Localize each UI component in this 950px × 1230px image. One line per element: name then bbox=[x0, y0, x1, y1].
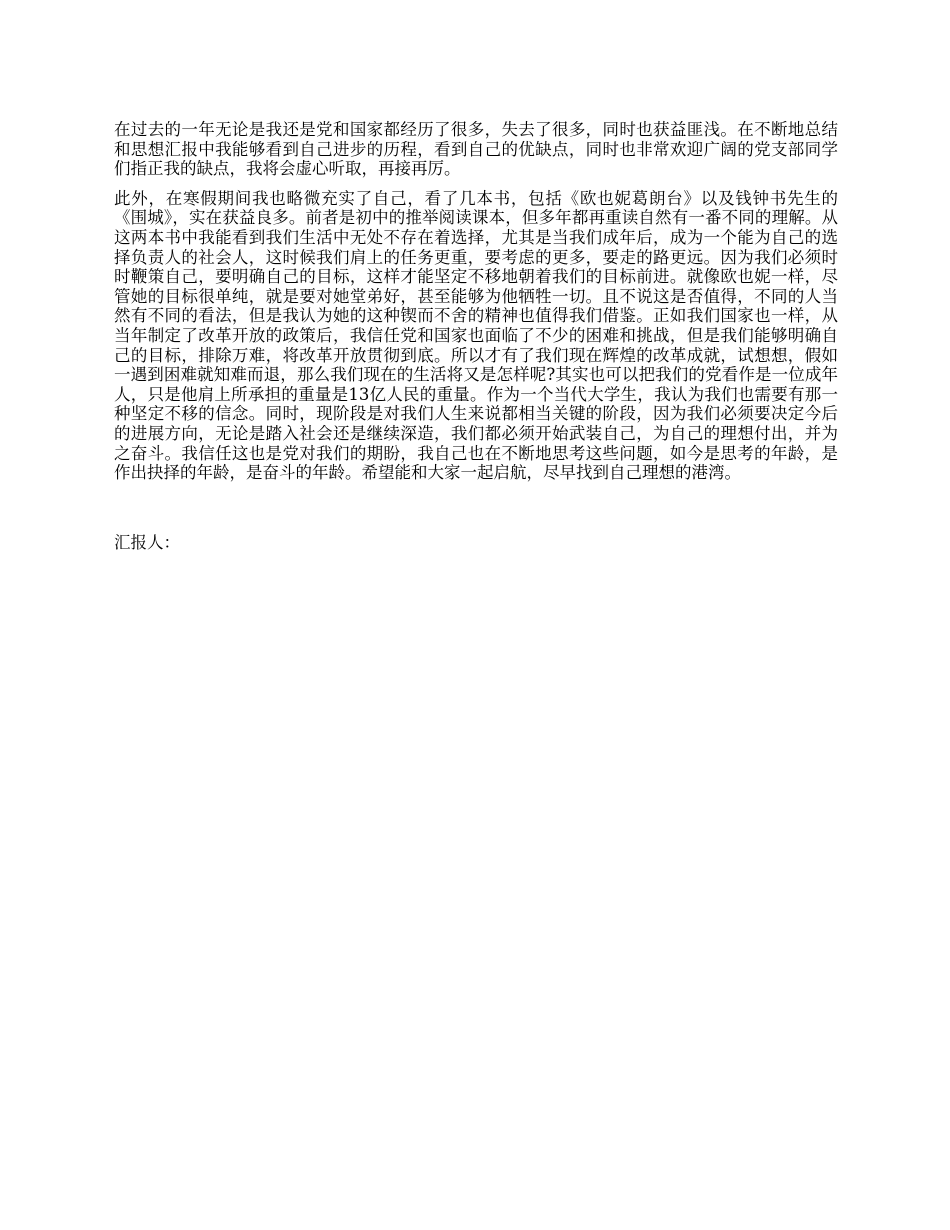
document-body bbox=[114, 120, 838, 552]
paragraph-2: 此外，在寒假期间我也略微充实了自己，看了几本书，包括《欧也妮葛朗台》以及钱钟书先生的《围城》，实在获益良多。前者是初中的推举阅读课本，但多年都再重读自然有一番不同的理解。从这两本书中我能看到我们生活中无处不存在着选择，尤其是当我们成年后，成为一个能为自己的选择负责人的社会人，这时候我们肩上的任务更重，要考虑的更多，要走的路更远。因为我们必须时时鞭策自己，要明确自己的目标，这样才能坚定不移地朝着我们的目标前进。就像欧也妮一样，尽管她的目标很单纯，就是要对她堂弟好，甚至能够为他牺牲一切。且不说这是否值得，不同的人当然有不同的看法，但是我认为她的这种锲而不舍的精神也值得我们借鉴。正如我们国家也一样，从当年制定了改革开放的政策后，我信任党和国家也面临了不少的困难和挑战，但是我们能够明确自己的目标，排除万难，将改革开放贯彻到底。所以才有了我们现在辉煌的改革成就，试想想，假如一遇到困难就知难而退，那么我们现在的生活将又是怎样呢?其实也可以把我们的党看作是一位成年人，只是他肩上所承担的重量是13亿人民的重量。作为一个当代大学生，我认为我们也需要有那一种坚定不移的信念。同时，现阶段是对我们人生来说都相当关键的阶段，因为我们必须要决定今后的进展方向，无论是踏入社会还是继续深造，我们都必须开始武装自己，为自己的理想付出，并为之奋斗。我信任这也是党对我们的期盼，我自己也在不断地思考这些问题，如今是思考的年龄，是作出抉择的年龄，是奋斗的年龄。希望能和大家一起启航，尽早找到自己理想的港湾。 bbox=[114, 188, 838, 483]
paragraph-1: 在过去的一年无论是我还是党和国家都经历了很多，失去了很多，同时也获益匪浅。在不断地总结和思想汇报中我能够看到自己进步的历程，看到自己的优缺点，同时也非常欢迎广阔的党支部同学们指正我的缺点，我将会虚心听取，再接再厉。 bbox=[114, 120, 838, 179]
signature-label: 汇报人： bbox=[114, 532, 180, 552]
